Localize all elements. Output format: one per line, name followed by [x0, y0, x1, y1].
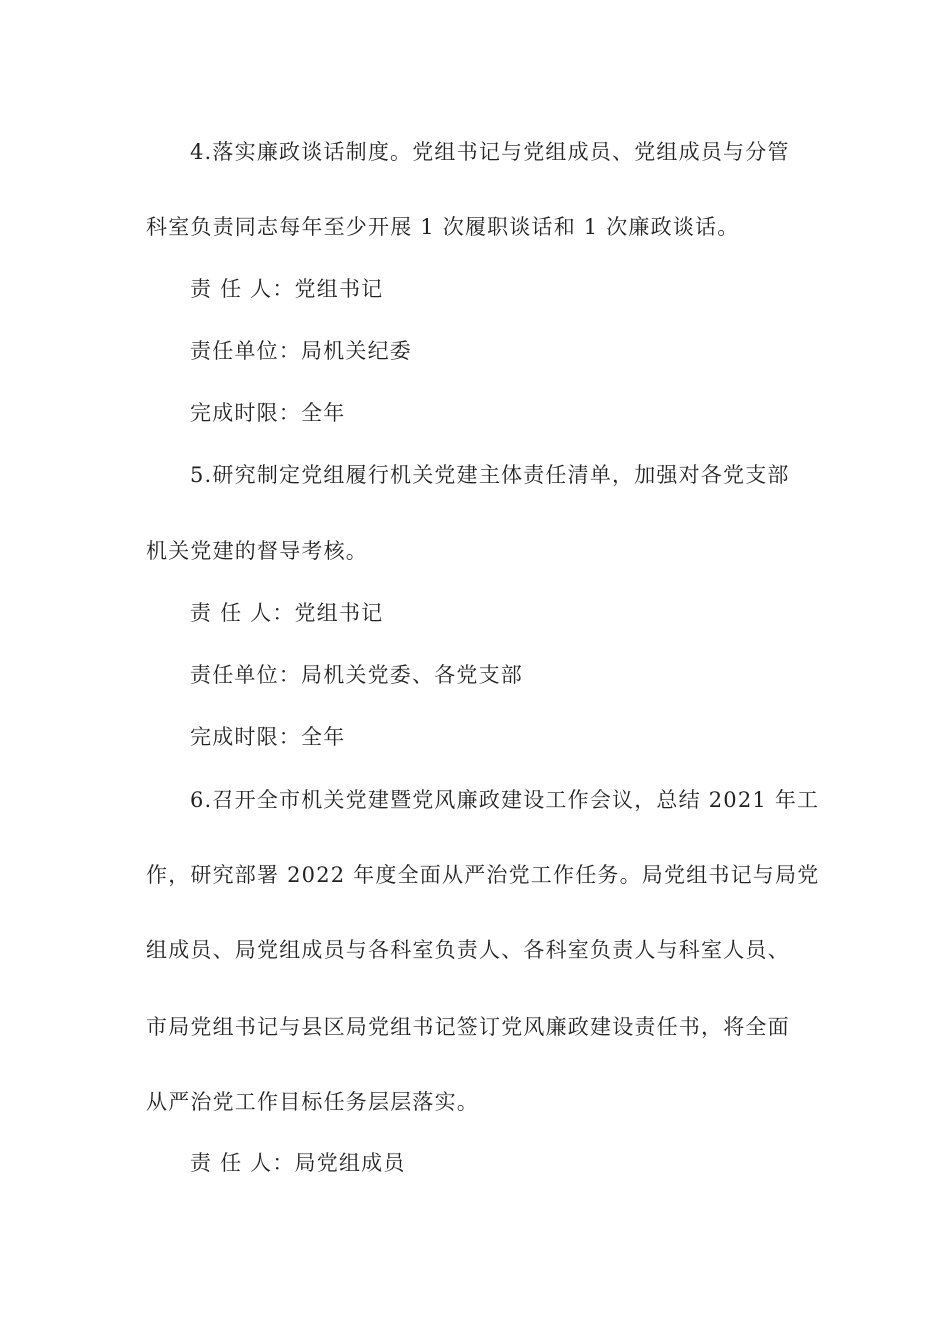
item4-responsible-unit: 责任单位：局机关纪委: [190, 339, 412, 363]
item6-paragraph-line1: 6.召开全市机关党建暨党风廉政建设工作会议，总结 2021 年工: [190, 788, 820, 812]
item6-paragraph-line2: 作，研究部署 2022 年度全面从严治党工作任务。局党组书记与局党: [146, 863, 820, 887]
item6-paragraph-line4: 市局党组书记与县区局党组书记签订党风廉政建设责任书，将全面: [146, 1015, 790, 1039]
item5-paragraph-line1: 5.研究制定党组履行机关党建主体责任清单，加强对各党支部: [190, 463, 790, 487]
item4-deadline: 完成时限：全年: [190, 401, 346, 425]
item4-responsible-person: 责 任 人：党组书记: [190, 277, 384, 301]
item4-paragraph-line1: 4.落实廉政谈话制度。党组书记与党组成员、党组成员与分管: [190, 140, 790, 164]
item5-deadline: 完成时限：全年: [190, 725, 346, 749]
item5-paragraph-line2: 机关党建的督导考核。: [146, 539, 368, 563]
item5-responsible-person: 责 任 人：党组书记: [190, 601, 384, 625]
item6-paragraph-line5: 从严治党工作目标任务层层落实。: [146, 1090, 479, 1114]
item6-responsible-person: 责 任 人：局党组成员: [190, 1151, 406, 1175]
item5-responsible-unit: 责任单位：局机关党委、各党支部: [190, 663, 523, 687]
item4-paragraph-line2: 科室负责同志每年至少开展 1 次履职谈话和 1 次廉政谈话。: [146, 215, 740, 239]
item6-paragraph-line3: 组成员、局党组成员与各科室负责人、各科室负责人与科室人员、: [146, 938, 790, 962]
